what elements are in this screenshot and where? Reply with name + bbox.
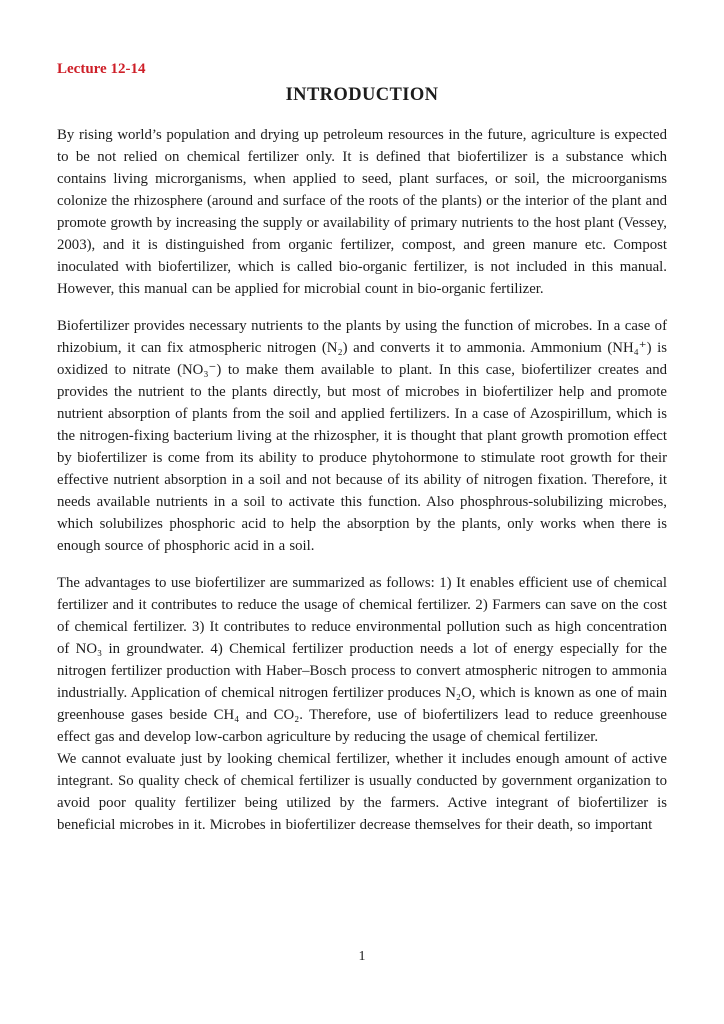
- paragraph-microbe-function: Biofertilizer provides necessary nutrients to the plants by using the function of microbes. In a case of rhizobium, it can fix atmospheric nitrogen (N₂) and converts it to ammonia. Ammonium (NH₄⁺) is oxidized to nitrate (NO₃⁻) to make them available to plant. In this case, biofertilizer creates and provides the nutrient to the plants directly, but most of microbes in biofertilizer help and promote nutrient absorption of plants from the soil and applied fertilizers. In a case of Azospirillum, which is the nitrogen-fixing bacterium living at the rhizospher, it is thought that plant growth promotion effect by biofertilizer is come from its ability to produce phytohormone to stimulate root growth for their effective nutrient absorption in a soil and not because of its ability of nitrogen fixation. Therefore, it needs available nutrients in a soil to activate this function. Also phosphrous-solubilizing microbes, which solubilizes phosphoric acid to help the absorption by the plants, only works when there is enough source of phosphoric acid in a soil.: [57, 318, 667, 554]
- paragraph-intro-definition: By rising world’s population and drying up petroleum resources in the future, agriculture is expected to be not relied on chemical fertilizer only. It is defined that biofertilizer is a substance which contains living microrganisms, when applied to seed, plant surfaces, or soil, the microorganisms colonize the rhizosphere (around and surface of the roots of the plants) or the interior of the plant and promote growth by increasing the supply or availability of primary nutrients to the host plant (Vessey, 2003), and it is distinguished from organic fertilizer, compost, and green manure etc. Compost inoculated with biofertilizer, which is called bio-organic fertilizer, is not included in this manual. However, this manual can be applied for microbial count in bio-organic fertilizer.: [57, 127, 667, 297]
- page-title: INTRODUCTION: [285, 85, 439, 105]
- paragraph-advantages: The advantages to use biofertilizer are summarized as follows: 1) It enables efficient use of chemical fertilizer and it contributes to reduce the usage of chemical fertilizer. 2) Farmers can save on the cost of chemical fertilizer. 3) It contributes to reduce environmental pollution such as high concentration of NO₃ in groundwater. 4) Chemical fertilizer production needs a lot of energy especially for the nitrogen fertilizer production with Haber–Bosch process to convert atmospheric nitrogen to ammonia industrially. Application of chemical nitrogen fertilizer produces N₂O, which is known as one of main greenhouse gases beside CH₄ and CO₂. Therefore, use of biofertilizers lead to reduce greenhouse effect gas and develop low-carbon agriculture by reducing the usage of chemical fertilizer.: [57, 575, 667, 745]
- lecture-label: Lecture 12-14: [57, 61, 146, 77]
- document-content: [57, 60, 667, 836]
- paragraph-quality-check: We cannot evaluate just by looking chemical fertilizer, whether it includes enough amount of active integrant. So quality check of chemical fertilizer is usually conducted by government organization to avoid poor quality fertilizer being utilized by the farmers. Active integrant of biofertilizer is beneficial microbes in it. Microbes in biofertilizer decrease themselves for their death, so important: [57, 751, 667, 833]
- page-number: 1: [358, 949, 366, 964]
